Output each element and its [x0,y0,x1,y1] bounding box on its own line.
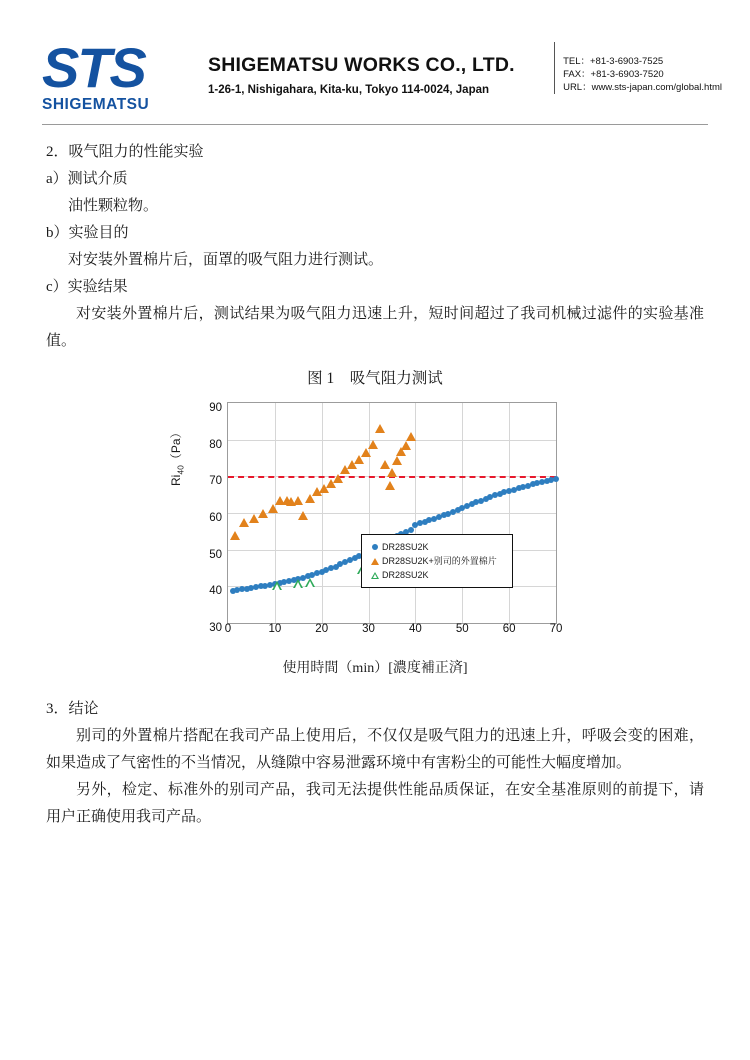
y-axis-tick-label: 70 [209,475,222,488]
plot-area [209,402,563,635]
figure-1-chart [165,394,585,684]
data-point-series-1 [333,474,343,483]
gridline-vertical [322,403,323,623]
legend-item-2 [368,568,506,582]
section-3-paragraph-1: 别司的外置棉片搭配在我司产品上使用后，不仅仅是吸气阻力的迅速上升，呼吸会变的困难，如果造成了气密性的不当情况，从缝隙中容易泄露环境中有害粉尘的可能性大幅度增加。 [46,728,704,771]
section-3-paragraph-2: 另外，检定、标准外的别司产品，我司无法提供性能品质保证，在安全基准原则的前提下，请用户正确使用我司产品。 [46,782,704,825]
data-point-series-1 [406,432,416,441]
gridline-horizontal [228,440,556,441]
data-point-series-1 [368,440,378,449]
y-axis-tick-label: 40 [209,585,222,598]
company-address: 1-26-1, Nishigahara, Kita-ku, Tokyo 114-0024, Japan [208,84,490,96]
data-point-series-1 [293,496,303,505]
data-point-series-1 [268,504,278,513]
company-logo [42,36,192,114]
x-axis-tick-label: 20 [315,623,329,635]
y-axis-tick-label: 50 [209,548,222,561]
y-axis-tick-label: 90 [209,402,222,414]
item-b-heading: b）实验目的 [46,225,129,241]
data-point-series-1 [298,511,308,520]
figure-caption: 图 1 吸气阻力测试 [307,370,443,387]
company-name: SHIGEMATSU WORKS CO., LTD. [208,54,515,76]
gridline-vertical [369,403,370,623]
logo-subtext: SHIGEMATSU [42,96,150,113]
data-point-series-1 [230,531,240,540]
legend-marker-circle-icon [368,544,382,550]
legend-item-0 [368,540,506,554]
legend-label-1: DR28SU2K+别司的外置棉片 [382,556,497,566]
item-a-heading: a）测试介质 [46,171,128,187]
section-2-heading: 2．吸气阻力的性能实验 [46,144,204,160]
company-info [192,42,548,96]
legend-item-1 [368,554,506,568]
x-axis-tick-label: 0 [224,623,232,635]
x-axis-title: 使用時間（min）[濃度補正済] [282,661,468,676]
x-axis-tick-label: 60 [502,623,516,635]
logo-text: STS [42,36,145,99]
legend-marker-triangle-icon [368,558,382,565]
data-point-series-0 [553,476,559,482]
item-c-text: 对安装外置棉片后，测试结果为吸气阻力迅速上升，短时间超过了我司机械过滤件的实验基准值。 [46,306,704,349]
data-point-series-1 [401,441,411,450]
data-point-series-1 [385,481,395,490]
data-point-series-1 [392,456,402,465]
data-point-series-2 [293,579,303,588]
data-point-series-1 [387,468,397,477]
x-axis-tick-label: 50 [455,623,469,635]
item-b-text: 对安装外置棉片后，面罩的吸气阻力进行测试。 [68,252,384,268]
y-axis-tick-label: 60 [209,512,222,524]
legend-label-2: DR28SU2K [382,570,429,580]
legend-marker-open-triangle-icon [368,572,382,579]
contact-fax: FAX：+81-3-6903-7520 [563,69,664,80]
x-axis-tick-label: 10 [268,623,282,635]
gridline-vertical [509,403,510,623]
y-axis-tick-label: 80 [209,438,222,451]
x-axis-tick-label: 40 [409,623,422,635]
data-point-series-1 [361,448,371,457]
x-axis-tick-label: 70 [549,623,563,635]
item-a-text: 油性颗粒物。 [68,198,159,214]
contact-block [554,42,722,94]
data-point-series-2 [305,578,315,587]
contact-tel: TEL：+81-3-6903-7525 [563,56,664,67]
x-axis-tick-label: 30 [362,623,375,635]
letterhead [28,0,722,120]
contact-url[interactable]: URL：www.sts-japan.com/global.html [563,82,722,93]
data-point-series-1 [375,424,385,433]
section-3-heading: 3．结论 [46,701,99,717]
gridline-vertical [462,403,463,623]
y-axis-title: $Ri_{40}(Pa)$ [169,426,186,486]
legend-label-0: DR28SU2K [382,542,429,552]
document-body [28,125,722,831]
chart-legend [361,534,513,588]
y-axis-tick-label: 30 [209,622,222,634]
data-point-series-2 [272,581,282,590]
item-c-heading: c）实验结果 [46,279,128,295]
